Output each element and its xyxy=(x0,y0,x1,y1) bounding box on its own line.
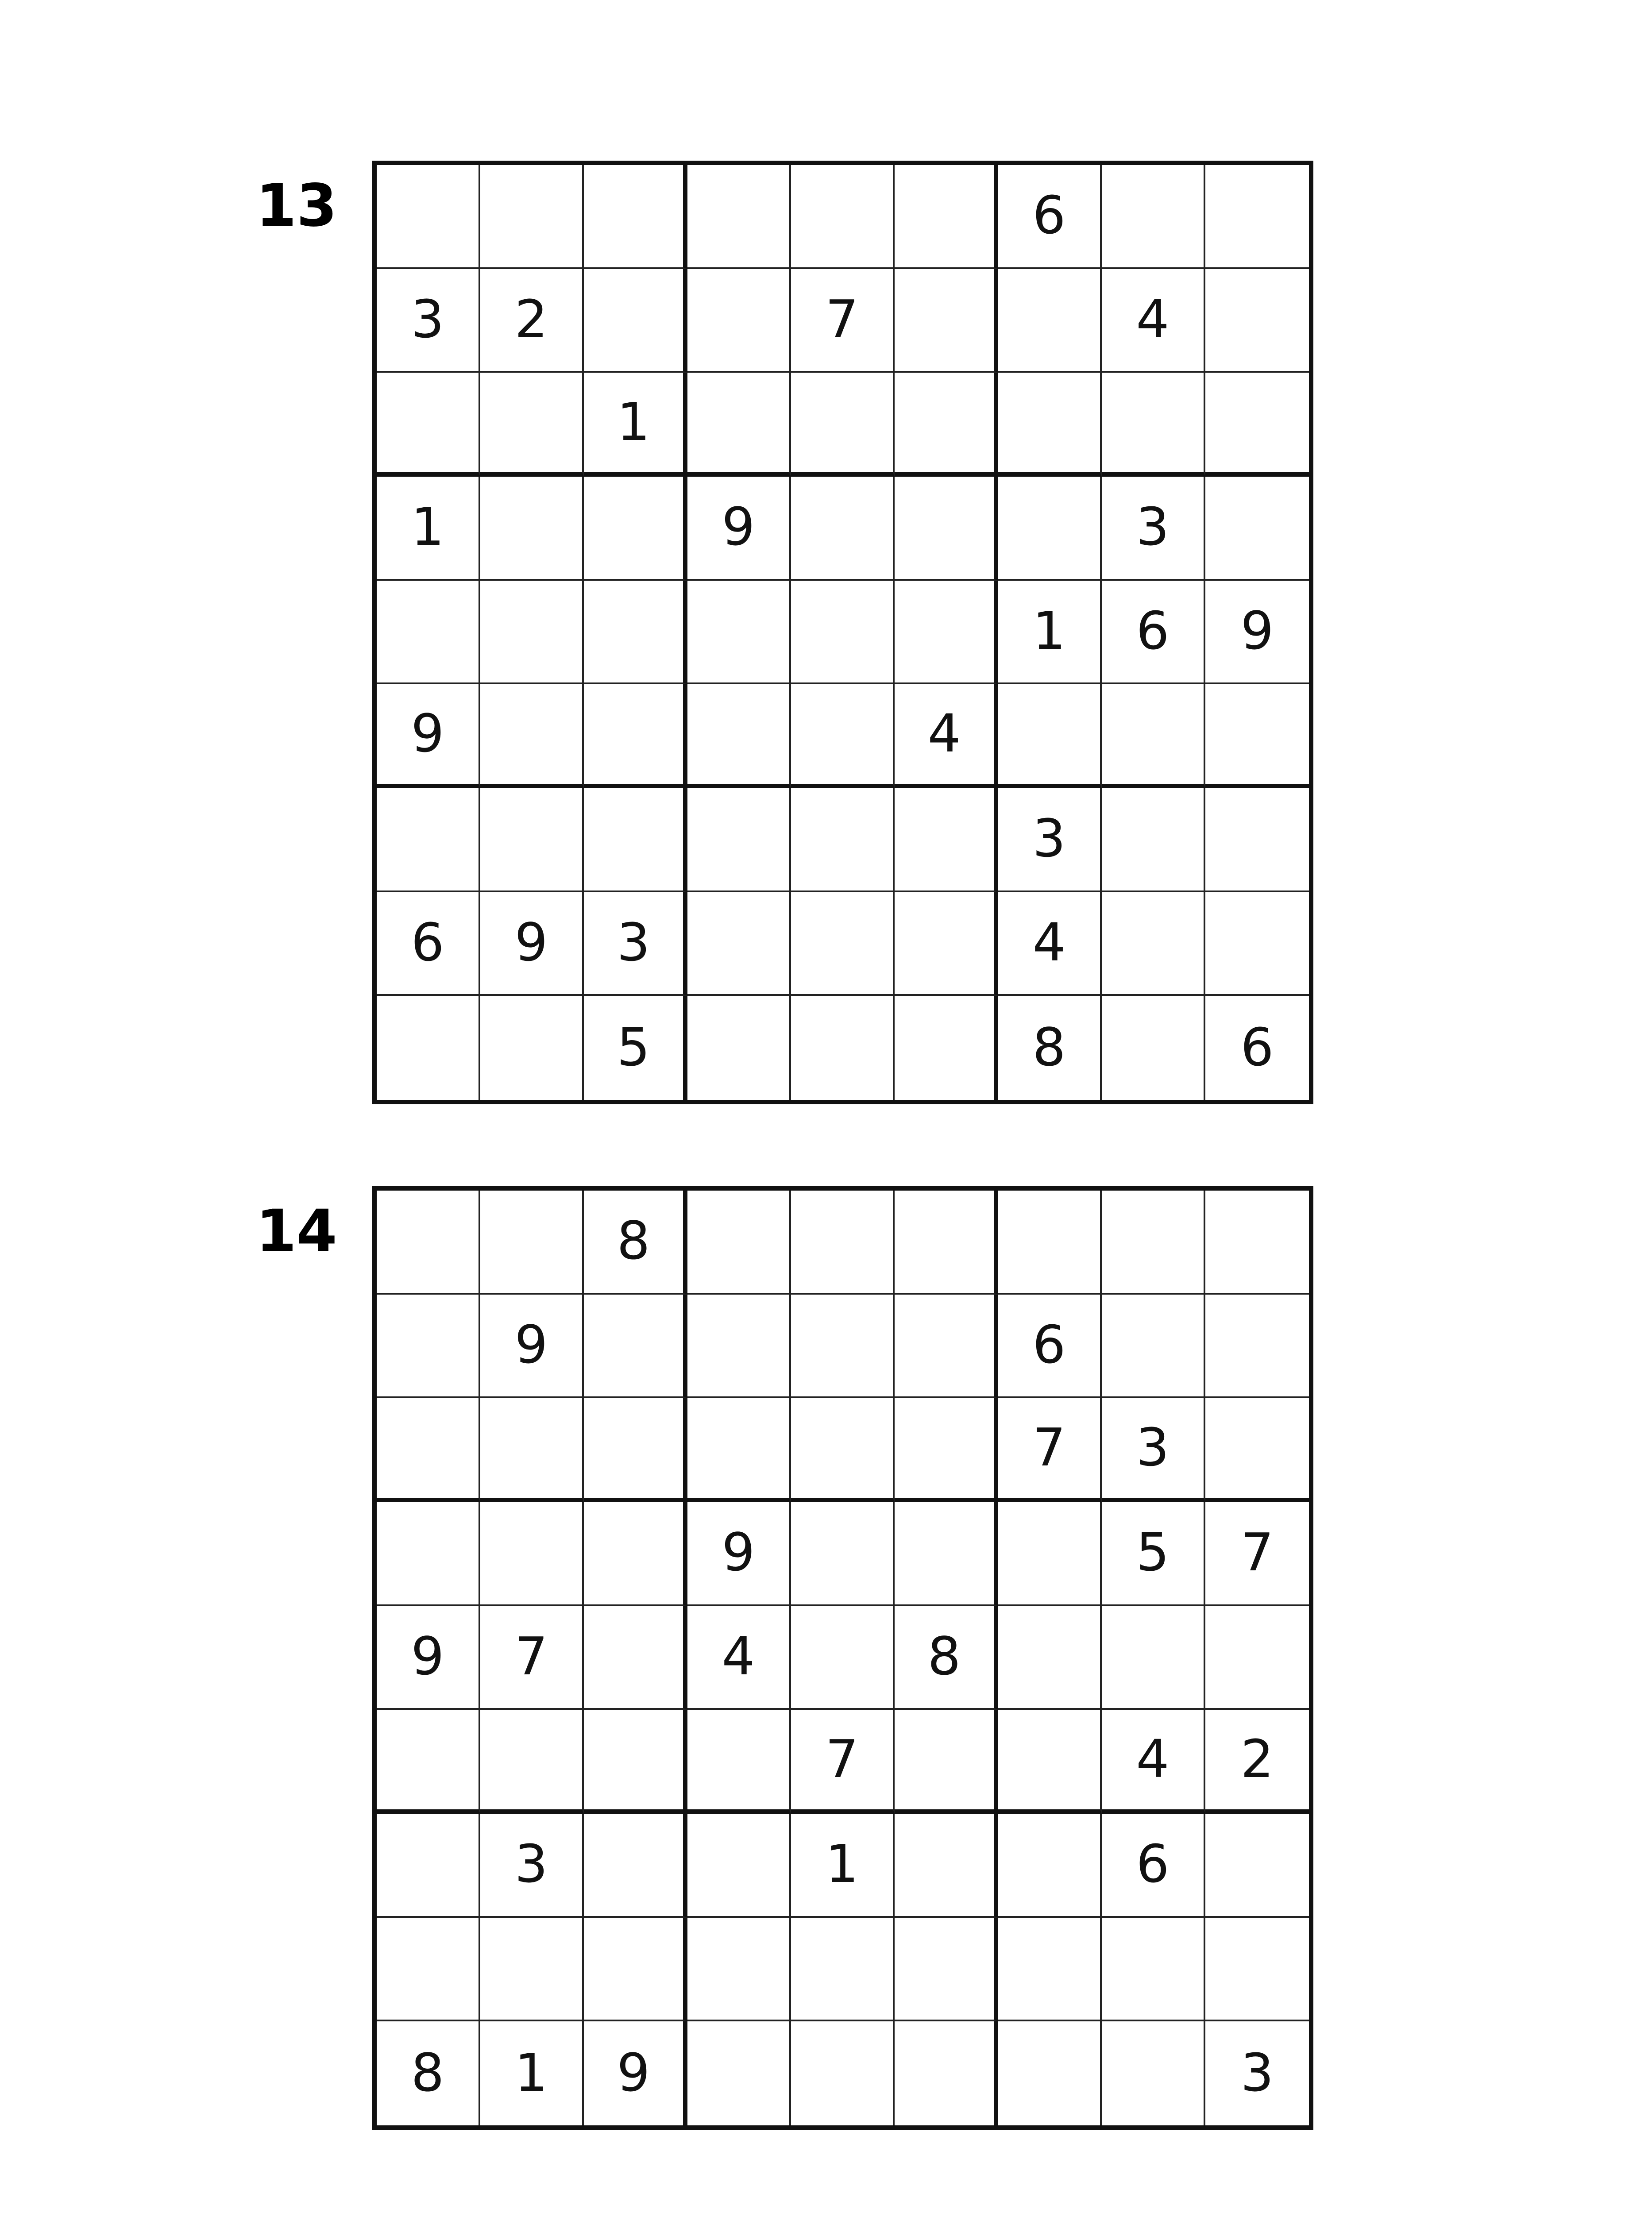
given-cell: 1 xyxy=(584,373,687,477)
empty-cell[interactable] xyxy=(1205,269,1309,373)
empty-cell[interactable] xyxy=(895,2021,998,2125)
empty-cell[interactable] xyxy=(584,1814,687,1918)
given-cell: 6 xyxy=(377,892,480,996)
empty-cell[interactable] xyxy=(480,581,584,685)
empty-cell[interactable] xyxy=(480,1918,584,2022)
empty-cell[interactable] xyxy=(377,373,480,477)
empty-cell[interactable] xyxy=(895,1918,998,2022)
empty-cell[interactable] xyxy=(687,1710,791,1814)
given-cell: 9 xyxy=(1205,581,1309,685)
empty-cell[interactable] xyxy=(1102,788,1205,892)
empty-cell[interactable] xyxy=(687,788,791,892)
empty-cell[interactable] xyxy=(998,1502,1102,1606)
empty-cell[interactable] xyxy=(998,1606,1102,1710)
empty-cell[interactable] xyxy=(998,1918,1102,2022)
empty-cell[interactable] xyxy=(791,2021,895,2125)
empty-cell[interactable] xyxy=(895,892,998,996)
empty-cell[interactable] xyxy=(687,1814,791,1918)
empty-cell[interactable] xyxy=(687,1295,791,1399)
given-cell: 6 xyxy=(1102,1814,1205,1918)
empty-cell[interactable] xyxy=(377,996,480,1100)
empty-cell[interactable] xyxy=(895,581,998,685)
empty-cell[interactable] xyxy=(687,2021,791,2125)
given-cell: 3 xyxy=(1102,477,1205,581)
empty-cell[interactable] xyxy=(998,1814,1102,1918)
given-cell: 6 xyxy=(1240,1016,1274,1078)
empty-cell[interactable] xyxy=(1102,1295,1205,1399)
given-cell: 6 xyxy=(1102,581,1205,685)
empty-cell[interactable] xyxy=(791,1295,895,1399)
empty-cell[interactable] xyxy=(998,373,1102,477)
empty-cell[interactable] xyxy=(998,1191,1102,1295)
empty-cell[interactable] xyxy=(1102,373,1205,477)
given-cell: 9 xyxy=(480,892,584,996)
empty-cell[interactable] xyxy=(480,165,584,269)
empty-cell[interactable] xyxy=(791,1606,895,1710)
empty-cell[interactable] xyxy=(377,581,480,685)
given-cell: 9 xyxy=(584,2021,687,2125)
empty-cell[interactable] xyxy=(1205,1398,1309,1502)
empty-cell[interactable] xyxy=(1102,1606,1205,1710)
empty-cell[interactable] xyxy=(1102,996,1205,1100)
empty-cell[interactable] xyxy=(998,477,1102,581)
empty-cell[interactable] xyxy=(377,1814,480,1918)
empty-cell[interactable] xyxy=(1102,165,1205,269)
empty-cell[interactable] xyxy=(791,892,895,996)
empty-cell[interactable] xyxy=(1102,1191,1205,1295)
empty-cell[interactable] xyxy=(584,788,687,892)
empty-cell[interactable] xyxy=(687,1191,791,1295)
sudoku-grid xyxy=(372,161,1313,1104)
empty-cell[interactable] xyxy=(895,373,998,477)
given-cell: 7 xyxy=(1205,1502,1309,1606)
empty-cell[interactable] xyxy=(377,1918,480,2022)
given-cell: 9 xyxy=(377,1606,480,1710)
empty-cell[interactable] xyxy=(584,1398,687,1502)
empty-cell[interactable] xyxy=(1205,788,1309,892)
given-cell: 6 xyxy=(998,1295,1102,1399)
given-cell: 1 xyxy=(480,2021,584,2125)
puzzle-number: 13 xyxy=(256,172,337,240)
empty-cell[interactable] xyxy=(480,1710,584,1814)
empty-cell[interactable] xyxy=(1102,892,1205,996)
given-cell: 5 xyxy=(584,996,687,1100)
puzzle-number: 14 xyxy=(256,1197,337,1265)
empty-cell[interactable] xyxy=(998,269,1102,373)
given-cell: 1 xyxy=(377,477,480,581)
empty-cell[interactable] xyxy=(895,1814,998,1918)
given-cell: 7 xyxy=(480,1606,584,1710)
given-cell: 8 xyxy=(377,2021,480,2125)
empty-cell[interactable] xyxy=(687,581,791,685)
empty-cell[interactable] xyxy=(1102,684,1205,788)
given-cell: 4 xyxy=(998,892,1102,996)
given-cell: 3 xyxy=(1102,1398,1205,1502)
empty-cell[interactable] xyxy=(895,996,998,1100)
empty-cell[interactable] xyxy=(584,1295,687,1399)
empty-cell[interactable] xyxy=(377,1295,480,1399)
empty-cell[interactable] xyxy=(584,1606,687,1710)
empty-cell[interactable] xyxy=(1205,373,1309,477)
empty-cell[interactable] xyxy=(791,581,895,685)
empty-cell[interactable] xyxy=(791,1398,895,1502)
given-cell: 7 xyxy=(998,1398,1102,1502)
empty-cell[interactable] xyxy=(791,373,895,477)
empty-cell[interactable] xyxy=(791,1918,895,2022)
empty-cell[interactable] xyxy=(584,477,687,581)
empty-cell[interactable] xyxy=(1205,1295,1309,1399)
empty-cell[interactable] xyxy=(377,1502,480,1606)
given-cell: 3 xyxy=(998,788,1102,892)
empty-cell[interactable] xyxy=(895,477,998,581)
empty-cell[interactable] xyxy=(480,996,584,1100)
given-cell: 9 xyxy=(687,477,791,581)
empty-cell[interactable] xyxy=(791,788,895,892)
empty-cell[interactable] xyxy=(1205,684,1309,788)
empty-cell[interactable] xyxy=(687,165,791,269)
given-cell: 2 xyxy=(480,269,584,373)
given-cell: 8 xyxy=(998,996,1102,1100)
empty-cell[interactable] xyxy=(480,477,584,581)
empty-cell[interactable] xyxy=(584,1502,687,1606)
empty-cell[interactable] xyxy=(998,684,1102,788)
empty-cell[interactable] xyxy=(687,892,791,996)
given-cell: 5 xyxy=(1102,1502,1205,1606)
given-cell: 1 xyxy=(998,581,1102,685)
empty-cell[interactable] xyxy=(895,1295,998,1399)
empty-cell[interactable] xyxy=(791,996,895,1100)
given-cell: 4 xyxy=(1102,269,1205,373)
given-cell: 3 xyxy=(377,269,480,373)
given-cell: 3 xyxy=(1240,2042,1274,2103)
empty-cell[interactable] xyxy=(584,165,687,269)
empty-cell[interactable] xyxy=(687,1918,791,2022)
given-cell: 7 xyxy=(791,1710,895,1814)
given-cell: 4 xyxy=(687,1606,791,1710)
empty-cell[interactable] xyxy=(584,269,687,373)
empty-cell[interactable] xyxy=(895,788,998,892)
given-cell: 9 xyxy=(687,1502,791,1606)
empty-cell[interactable] xyxy=(1205,1814,1309,1918)
empty-cell[interactable] xyxy=(584,684,687,788)
empty-cell[interactable] xyxy=(791,1191,895,1295)
empty-cell[interactable] xyxy=(998,1710,1102,1814)
empty-cell[interactable] xyxy=(791,165,895,269)
given-cell: 3 xyxy=(584,892,687,996)
empty-cell[interactable] xyxy=(480,684,584,788)
empty-cell[interactable] xyxy=(480,1191,584,1295)
empty-cell[interactable] xyxy=(895,165,998,269)
given-cell: 7 xyxy=(791,269,895,373)
empty-cell[interactable] xyxy=(687,684,791,788)
empty-cell[interactable] xyxy=(480,788,584,892)
given-cell: 2 xyxy=(1205,1710,1309,1814)
empty-cell[interactable] xyxy=(1205,1191,1309,1295)
empty-cell[interactable] xyxy=(480,1502,584,1606)
given-cell: 4 xyxy=(1102,1710,1205,1814)
empty-cell[interactable] xyxy=(895,1191,998,1295)
empty-cell[interactable] xyxy=(998,2021,1102,2125)
given-cell: 3 xyxy=(480,1814,584,1918)
empty-cell[interactable] xyxy=(377,1191,480,1295)
empty-cell[interactable] xyxy=(584,1710,687,1814)
given-cell: 4 xyxy=(895,684,998,788)
given-cell: 1 xyxy=(791,1814,895,1918)
empty-cell[interactable] xyxy=(687,269,791,373)
empty-cell[interactable] xyxy=(1205,1606,1309,1710)
empty-cell[interactable] xyxy=(895,269,998,373)
empty-cell[interactable] xyxy=(1102,1918,1205,2022)
empty-cell[interactable] xyxy=(687,996,791,1100)
empty-cell[interactable] xyxy=(687,373,791,477)
empty-cell[interactable] xyxy=(377,788,480,892)
empty-cell[interactable] xyxy=(791,477,895,581)
empty-cell[interactable] xyxy=(377,1710,480,1814)
given-cell: 8 xyxy=(584,1191,687,1295)
empty-cell[interactable] xyxy=(1205,892,1309,996)
given-cell: 8 xyxy=(895,1606,998,1710)
empty-cell[interactable] xyxy=(791,1502,895,1606)
empty-cell[interactable] xyxy=(377,1398,480,1502)
empty-cell[interactable] xyxy=(687,1398,791,1502)
empty-cell[interactable] xyxy=(895,1502,998,1606)
empty-cell[interactable] xyxy=(1205,165,1309,269)
empty-cell[interactable] xyxy=(895,1398,998,1502)
empty-cell[interactable] xyxy=(791,684,895,788)
empty-cell[interactable] xyxy=(480,1398,584,1502)
empty-cell[interactable] xyxy=(584,581,687,685)
empty-cell[interactable] xyxy=(895,1710,998,1814)
empty-cell[interactable] xyxy=(1205,477,1309,581)
sudoku-grid xyxy=(372,1186,1313,2130)
empty-cell[interactable] xyxy=(1102,2021,1205,2125)
empty-cell[interactable] xyxy=(377,165,480,269)
given-cell: 6 xyxy=(998,165,1102,269)
empty-cell[interactable] xyxy=(480,373,584,477)
empty-cell[interactable] xyxy=(1205,1918,1309,2022)
given-cell: 9 xyxy=(377,684,480,788)
empty-cell[interactable] xyxy=(584,1918,687,2022)
given-cell: 9 xyxy=(480,1295,584,1399)
